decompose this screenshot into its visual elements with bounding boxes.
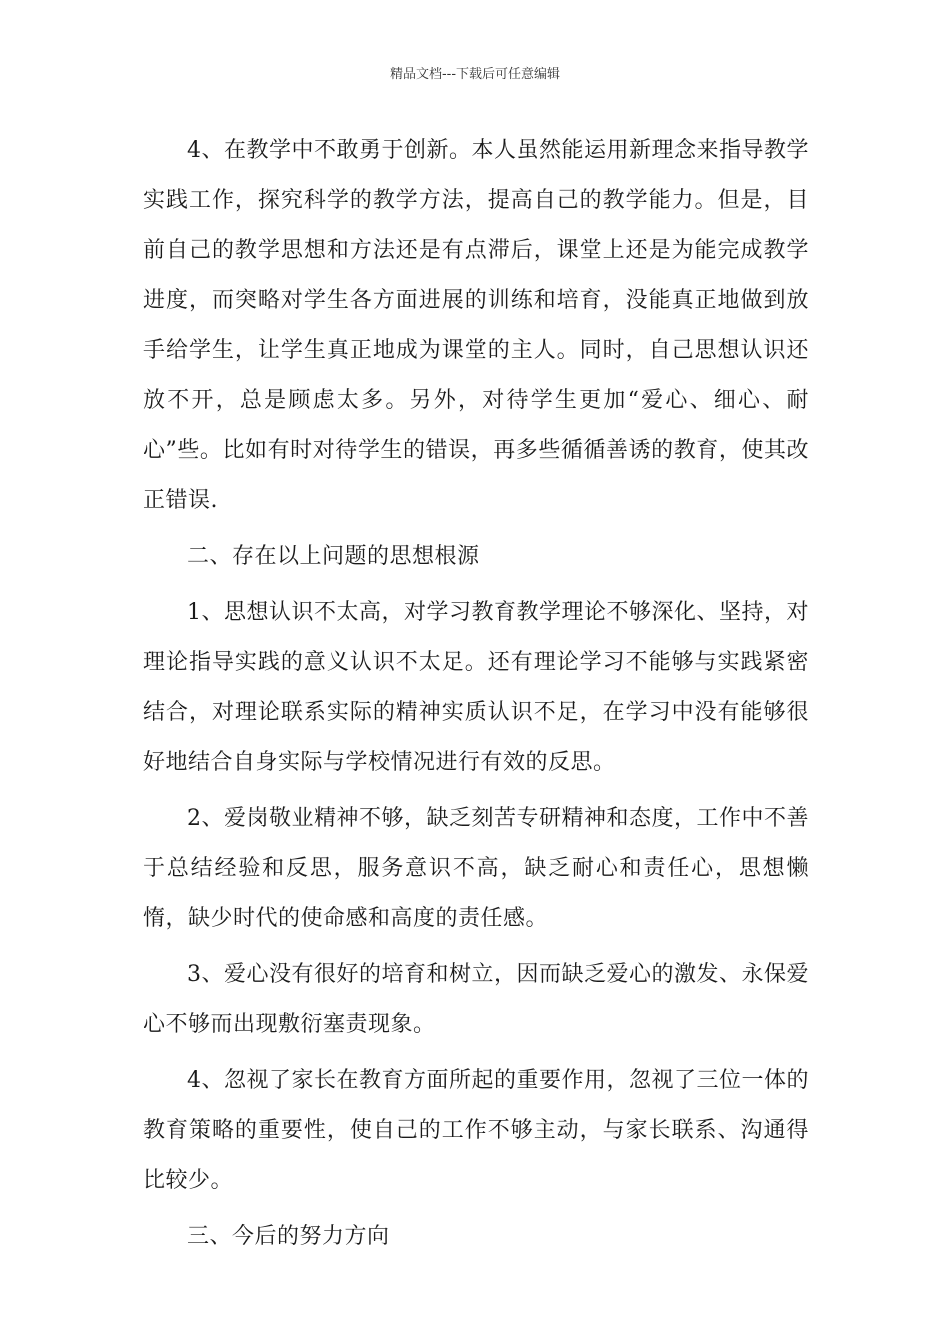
page-header: 精品文档---下载后可任意编辑 bbox=[389, 67, 561, 82]
section-heading-future-direction: 三、今后的努力方向 bbox=[187, 1224, 390, 1249]
document-body bbox=[143, 126, 809, 1262]
paragraph-dedication: 2、爱岗敬业精神不够，缺乏刻苦专研精神和态度，工作中不善于总结经验和反思，服务意识不高，缺乏耐心和责任心，思想懒惰，缺少时代的使命感和高度的责任感。 bbox=[143, 806, 809, 931]
section-heading-root-causes: 二、存在以上问题的思想根源 bbox=[187, 544, 480, 569]
paragraph-parents: 4、忽视了家长在教育方面所起的重要作用，忽视了三位一体的教育策略的重要性，使自己的工作不够主动，与家长联系、沟通得比较少。 bbox=[143, 1068, 809, 1193]
paragraph-thought-awareness: 1、思想认识不太高，对学习教育教学理论不够深化、坚持，对理论指导实践的意义认识不太足。还有理论学习不能够与实践紧密结合，对理论联系实际的精神实质认识不足，在学习中没有能够很好地结合自身实际与学校情况进行有效的反思。 bbox=[143, 600, 809, 775]
paragraph-caring: 3、爱心没有很好的培育和树立，因而缺乏爱心的激发、永保爱心不够而出现敷衍塞责现象。 bbox=[143, 962, 809, 1037]
paragraph-innovation: 4、在教学中不敢勇于创新。本人虽然能运用新理念来指导教学实践工作，探究科学的教学方法，提高自己的教学能力。但是，目前自己的教学思想和方法还是有点滞后，课堂上还是为能完成教学进度，而突略对学生各方面进展的训练和培育，没能真正地做到放手给学生，让学生真正地成为课堂的主人。同时，自己思想认识还放不开，总是顾虑太多。另外，对待学生更加“爱心、细心、耐心”些。比如有时对待学生的错误，再多些循循善诱的教育，使其改正错误. bbox=[143, 138, 809, 513]
